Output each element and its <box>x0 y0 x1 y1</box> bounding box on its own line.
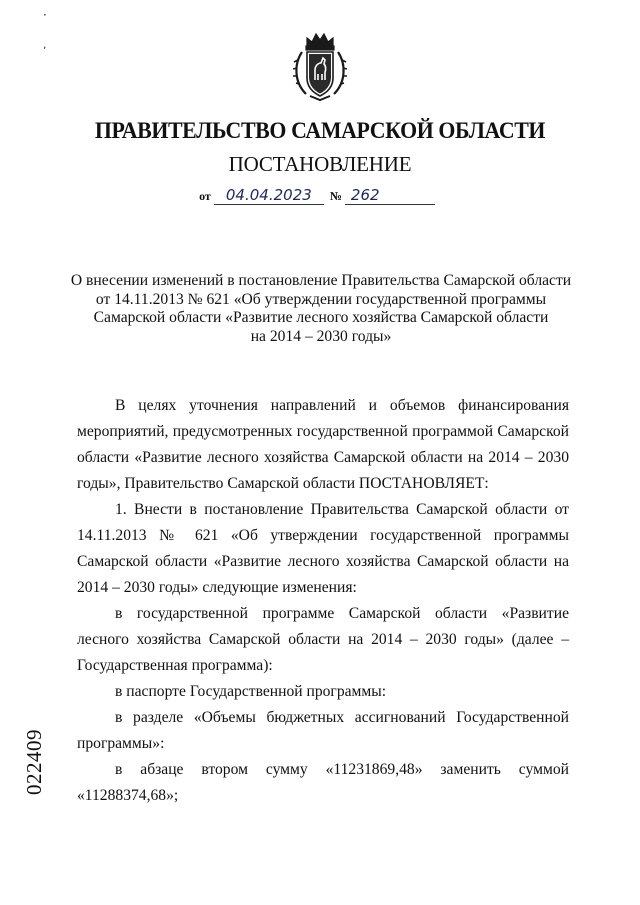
subject-line: на 2014 – 2030 годы» <box>250 327 392 345</box>
document-body <box>77 393 569 809</box>
number-prefix: № <box>329 189 342 203</box>
body-paragraph: 1. Внести в постановление Правительства Самарской области от 14.11.2013 № 621 «Об утверждении государственной программы Самарской области «Развитие лесного хозяйства Самарской области на 2014 – 2030 годы» следующие изменения: <box>77 501 569 596</box>
body-paragraph: В целях уточнения направлений и объемов финансирования мероприятий, предусмотренных государственной программой Самарской области «Развитие лесного хозяйства Самарской области на 2014 – 2030 годы», Правительство Самарской области ПОСТАНОВЛЯЕТ: <box>77 397 569 492</box>
side-stamp-number: 022409 <box>22 729 46 795</box>
document-date: 04.04.2023 <box>214 186 324 205</box>
subject-line: от 14.11.2013 № 621 «Об утверждении государственной программы <box>95 290 547 308</box>
body-paragraph: в абзаце втором сумму «11231869,48» заменить суммой «11288374,68»; <box>77 761 569 804</box>
subject-line: О внесении изменений в постановление Правительства Самарской области <box>70 272 572 289</box>
document-number: 262 <box>345 186 435 205</box>
organization-title: ПРАВИТЕЛЬСТВО САМАРСКОЙ ОБЛАСТИ <box>94 118 546 144</box>
coat-of-arms-samara-icon <box>290 30 350 104</box>
scan-mark: ‚ <box>43 40 47 51</box>
body-paragraph: в паспорте Государственной программы: <box>115 683 387 700</box>
body-paragraph: в разделе «Объемы бюджетных ассигнований Государственной программы»: <box>77 709 569 752</box>
scan-mark: · <box>43 8 47 22</box>
date-prefix: от <box>199 189 211 203</box>
subject-line: Самарской области «Развитие лесного хозяйства Самарской области <box>93 309 549 326</box>
document-subject <box>70 272 572 346</box>
document-type: ПОСТАНОВЛЕНИЕ <box>228 152 412 176</box>
date-number-line <box>0 186 640 205</box>
body-paragraph: в государственной программе Самарской области «Развитие лесного хозяйства Самарской области на 2014 – 2030 годы» (далее – Государственная программа): <box>77 605 569 674</box>
